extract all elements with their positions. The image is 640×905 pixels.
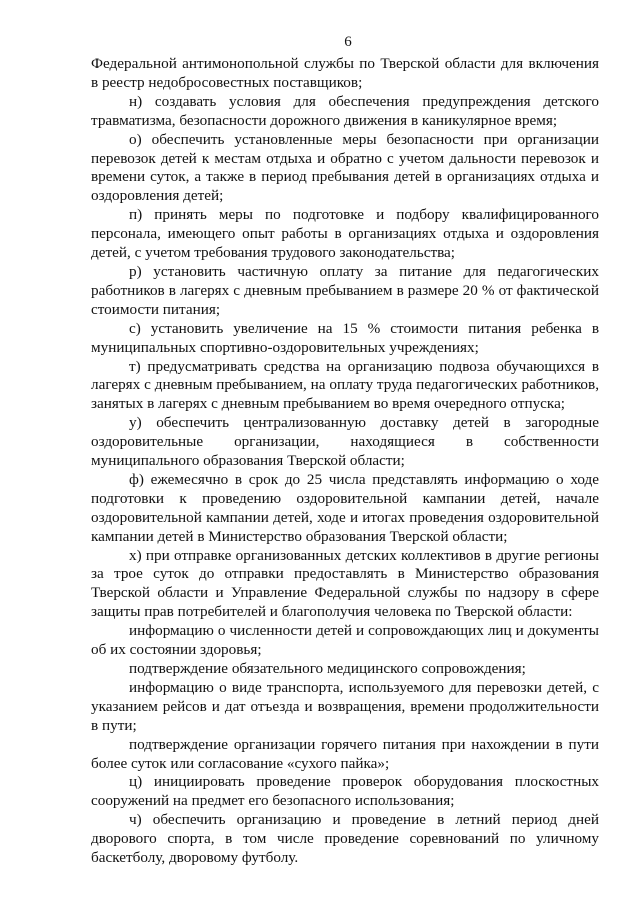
paragraph-item-ts: ц) инициировать проведение проверок оборудования плоскостных сооружений на предмет его безопасного использования; xyxy=(91,773,599,810)
document-page xyxy=(91,33,599,868)
paragraph-item-f: ф) ежемесячно в срок до 25 числа представлять информацию о ходе подготовки к проведению оздоровительной кампании детей, начале оздоровительной кампании детей, ходе и итогах проведения оздоровительной кампании детей в Министерство образования Тверской области; xyxy=(91,470,599,545)
paragraph-subitem-transport: информацию о виде транспорта, используемого для перевозки детей, с указанием рейсов и дат отъезда и возвращения, времени продолжительности в пути; xyxy=(91,678,599,734)
paragraph-subitem-medical: подтверждение обязательного медицинского сопровождения; xyxy=(129,660,526,677)
paragraph-item-u: у) обеспечить централизованную доставку детей в загородные оздоровительные организации, находящиеся в собственности муниципального образования Тверской области; xyxy=(91,414,599,470)
paragraph-item-ch: ч) обеспечить организацию и проведение в летний период дней дворового спорта, в том числе проведение соревнований по уличному баскетболу, дворовому футболу. xyxy=(91,811,599,867)
paragraph-item-n: н) создавать условия для обеспечения предупреждения детского травматизма, безопасности дорожного движения в каникулярное время; xyxy=(91,92,599,129)
paragraph-item-o: о) обеспечить установленные меры безопасности при организации перевозок детей к местам отдыха и обратно с учетом дальности перевозок и времени суток, а также в период пребывания детей в организациях отдыха и оздоровления детей; xyxy=(91,130,599,205)
paragraph-subitem-info-children: информацию о численности детей и сопровождающих лиц и документы об их состоянии здоровья; xyxy=(91,622,599,659)
paragraph-item-p: п) принять меры по подготовке и подбору квалифицированного персонала, имеющего опыт работы в организациях отдыха и оздоровления детей, с учетом требования трудового законодательства; xyxy=(91,206,599,262)
paragraph-continuation: Федеральной антимонопольной службы по Тверской области для включения в реестр недобросовестных поставщиков; xyxy=(91,55,599,91)
paragraph-item-t: т) предусматривать средства на организацию подвоза обучающихся в лагерях с дневным пребыванием, на оплату труда педагогических работников, занятых в лагерях с дневным пребыванием во время очередного отпуска; xyxy=(91,357,599,413)
paragraph-item-s: с) установить увеличение на 15 % стоимости питания ребенка в муниципальных спортивно-оздоровительных учреждениях; xyxy=(91,319,599,356)
paragraph-item-h: х) при отправке организованных детских коллективов в другие регионы за трое суток до отправки предоставлять в Министерство образования Тверской области и Управление Федеральной службы по надзору в сфере защиты прав потребителей и благополучия человека по Тверской области: xyxy=(91,546,599,621)
page-number: 6 xyxy=(344,34,352,50)
paragraph-subitem-food: подтверждение организации горячего питания при нахождении в пути более суток или согласование «сухого пайка»; xyxy=(91,735,599,772)
paragraph-item-r: р) установить частичную оплату за питание для педагогических работников в лагерях с дневным пребыванием в размере 20 % от фактической стоимости питания; xyxy=(91,262,599,318)
